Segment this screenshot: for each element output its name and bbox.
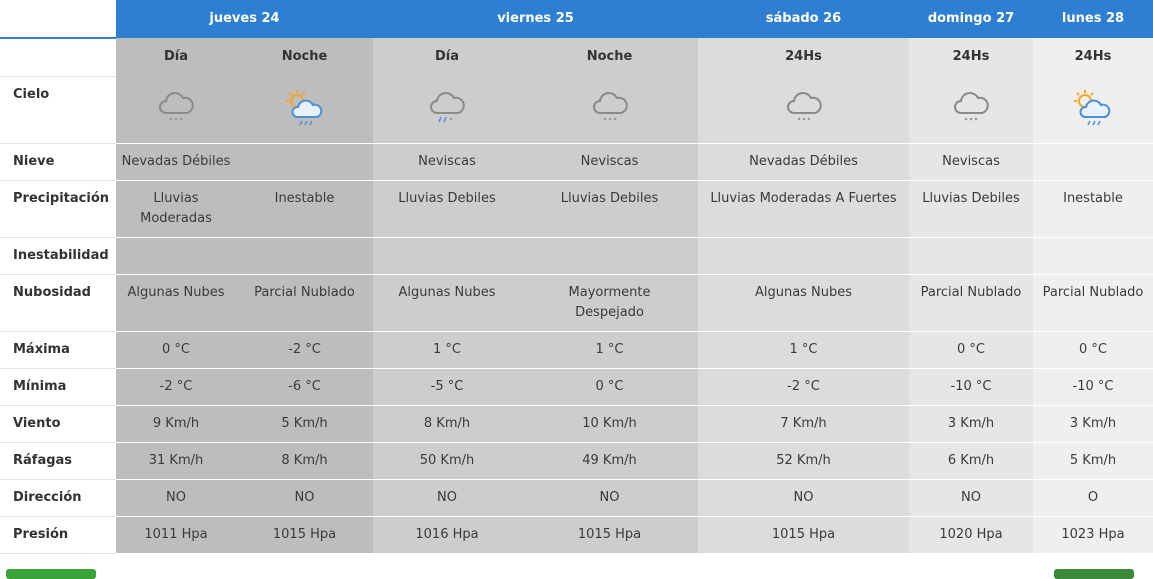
value-cell: Mayormente Despejado	[521, 275, 698, 332]
value-cell: -2 °C	[236, 332, 373, 369]
period-label: Noche	[521, 38, 698, 77]
value-cell: 6 Km/h	[909, 443, 1033, 480]
value-cell: -5 °C	[373, 369, 521, 406]
corner-cell	[0, 38, 116, 77]
period-label: 24Hs	[698, 38, 909, 77]
value-cell: Nevadas Débiles	[698, 144, 909, 181]
sky-cell	[1033, 77, 1153, 144]
row-viento	[0, 406, 1153, 443]
sun-cloud-rain-icon	[283, 89, 327, 129]
value-cell: Neviscas	[521, 144, 698, 181]
sky-cell	[236, 77, 373, 144]
row-label: Dirección	[0, 480, 116, 517]
value-cell: 8 Km/h	[373, 406, 521, 443]
row-minima	[0, 369, 1153, 406]
value-cell: 1016 Hpa	[373, 517, 521, 554]
value-cell: Algunas Nubes	[698, 275, 909, 332]
row-label: Nieve	[0, 144, 116, 181]
row-label: Viento	[0, 406, 116, 443]
value-cell: Neviscas	[373, 144, 521, 181]
value-cell: 1 °C	[373, 332, 521, 369]
value-cell	[236, 238, 373, 275]
value-cell: 7 Km/h	[698, 406, 909, 443]
value-cell: NO	[521, 480, 698, 517]
value-cell: Nevadas Débiles	[116, 144, 236, 181]
sky-cell	[698, 77, 909, 144]
value-cell: 5 Km/h	[236, 406, 373, 443]
value-cell	[236, 144, 373, 181]
value-cell: NO	[698, 480, 909, 517]
value-cell: Algunas Nubes	[116, 275, 236, 332]
value-cell: 3 Km/h	[909, 406, 1033, 443]
day-header: jueves 24	[116, 0, 373, 38]
sky-cell	[909, 77, 1033, 144]
sun-cloud-rain-icon	[1071, 89, 1115, 129]
row-label: Precipitación	[0, 181, 116, 238]
day-header: lunes 28	[1033, 0, 1153, 38]
value-cell: NO	[373, 480, 521, 517]
value-cell: -10 °C	[909, 369, 1033, 406]
cloud-snow-icon	[156, 89, 196, 125]
row-label: Cielo	[0, 77, 116, 144]
day-header: sábado 26	[698, 0, 909, 38]
value-cell: 9 Km/h	[116, 406, 236, 443]
row-presion	[0, 517, 1153, 554]
period-label: Noche	[236, 38, 373, 77]
value-cell: 1023 Hpa	[1033, 517, 1153, 554]
value-cell: 52 Km/h	[698, 443, 909, 480]
sky-cell	[521, 77, 698, 144]
value-cell: -10 °C	[1033, 369, 1153, 406]
value-cell: Neviscas	[909, 144, 1033, 181]
row-direccion	[0, 480, 1153, 517]
cloud-snow-icon	[951, 89, 991, 125]
value-cell: Parcial Nublado	[909, 275, 1033, 332]
day-header-row	[0, 0, 1153, 38]
value-cell: 5 Km/h	[1033, 443, 1153, 480]
value-cell: -2 °C	[116, 369, 236, 406]
value-cell: 1011 Hpa	[116, 517, 236, 554]
value-cell	[698, 238, 909, 275]
value-cell: Lluvias Debiles	[373, 181, 521, 238]
row-nubosidad	[0, 275, 1153, 332]
value-cell	[1033, 144, 1153, 181]
day-header: domingo 27	[909, 0, 1033, 38]
row-cielo	[0, 77, 1153, 144]
value-cell: 10 Km/h	[521, 406, 698, 443]
value-cell: 1020 Hpa	[909, 517, 1033, 554]
value-cell	[116, 238, 236, 275]
day-header: viernes 25	[373, 0, 698, 38]
value-cell: Lluvias Debiles	[521, 181, 698, 238]
value-cell: 31 Km/h	[116, 443, 236, 480]
row-label: Máxima	[0, 332, 116, 369]
corner-cell	[0, 0, 116, 38]
value-cell: O	[1033, 480, 1153, 517]
row-maxima	[0, 332, 1153, 369]
cloud-rain-snow-icon	[427, 89, 467, 125]
value-cell: Lluvias Moderadas A Fuertes	[698, 181, 909, 238]
value-cell: NO	[116, 480, 236, 517]
sky-cell	[373, 77, 521, 144]
row-precipitacion	[0, 181, 1153, 238]
value-cell: 1015 Hpa	[698, 517, 909, 554]
period-row	[0, 38, 1153, 77]
row-inestabilidad	[0, 238, 1153, 275]
value-cell	[521, 238, 698, 275]
value-cell: NO	[909, 480, 1033, 517]
value-cell: 0 °C	[909, 332, 1033, 369]
value-cell: Algunas Nubes	[373, 275, 521, 332]
value-cell: 49 Km/h	[521, 443, 698, 480]
sky-cell	[116, 77, 236, 144]
period-label: 24Hs	[1033, 38, 1153, 77]
cloud-snow-icon	[590, 89, 630, 125]
value-cell: 0 °C	[116, 332, 236, 369]
value-cell: Lluvias Moderadas	[116, 181, 236, 238]
value-cell: NO	[236, 480, 373, 517]
row-rafagas	[0, 443, 1153, 480]
value-cell: 1 °C	[521, 332, 698, 369]
cloud-snow-icon	[784, 89, 824, 125]
value-cell: 1015 Hpa	[521, 517, 698, 554]
next-button[interactable]	[1054, 569, 1134, 579]
value-cell: 8 Km/h	[236, 443, 373, 480]
previous-button[interactable]	[6, 569, 96, 579]
value-cell: 0 °C	[1033, 332, 1153, 369]
value-cell	[909, 238, 1033, 275]
value-cell: 50 Km/h	[373, 443, 521, 480]
period-label: Día	[116, 38, 236, 77]
row-label: Ráfagas	[0, 443, 116, 480]
row-label: Nubosidad	[0, 275, 116, 332]
row-label: Inestabilidad	[0, 238, 116, 275]
value-cell	[1033, 238, 1153, 275]
row-nieve	[0, 144, 1153, 181]
value-cell: 0 °C	[521, 369, 698, 406]
value-cell: -2 °C	[698, 369, 909, 406]
value-cell: 1015 Hpa	[236, 517, 373, 554]
value-cell: Parcial Nublado	[1033, 275, 1153, 332]
value-cell: -6 °C	[236, 369, 373, 406]
row-label: Mínima	[0, 369, 116, 406]
value-cell	[373, 238, 521, 275]
value-cell: 1 °C	[698, 332, 909, 369]
value-cell: Inestable	[1033, 181, 1153, 238]
value-cell: 3 Km/h	[1033, 406, 1153, 443]
period-label: Día	[373, 38, 521, 77]
period-label: 24Hs	[909, 38, 1033, 77]
value-cell: Inestable	[236, 181, 373, 238]
row-label: Presión	[0, 517, 116, 554]
value-cell: Parcial Nublado	[236, 275, 373, 332]
value-cell: Lluvias Debiles	[909, 181, 1033, 238]
